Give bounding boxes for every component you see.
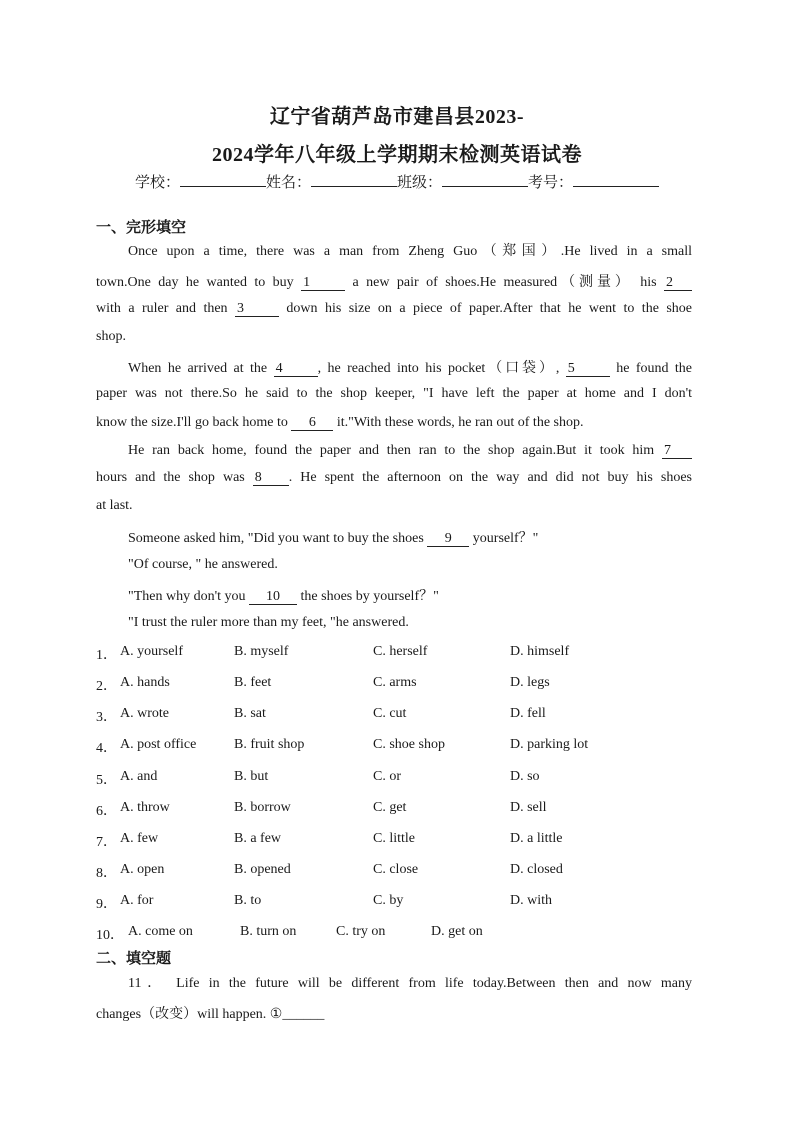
passage-line: Once upon a time, there was a man from Zheng Guo（郑国）.He lived in a small	[128, 244, 692, 259]
passage-line: Someone asked him, "Did you want to buy the shoes 9 yourself？"	[128, 531, 539, 546]
option-d[interactable]: D. parking lot	[510, 737, 589, 752]
passage-line: When he arrived at the 4 , he reached into his pocket（口袋）, 5 he found the	[128, 361, 692, 376]
option-b[interactable]: B. turn on	[240, 924, 297, 939]
passage-line: "I trust the ruler more than my feet, "he answered.	[128, 615, 409, 630]
option-c[interactable]: C. herself	[373, 644, 428, 659]
question-row-9: 9． A. for B. to C. by D. with	[96, 893, 552, 912]
section-heading-cloze: 一、完形填空	[96, 220, 187, 236]
blank-4: 4	[274, 361, 318, 377]
passage-line: hours and the shop was 8 . He spent the afternoon on the way and did not buy his shoes	[96, 470, 692, 485]
option-c[interactable]: C. close	[373, 862, 419, 877]
passage-line: paper was not there.So he said to the shop keeper, "I have left the paper at home and I don't	[96, 386, 692, 401]
option-b[interactable]: B. to	[234, 893, 262, 908]
option-d[interactable]: D. a little	[510, 831, 563, 846]
blank-1: 1	[301, 275, 345, 291]
blank-2: 2	[664, 275, 692, 291]
option-c[interactable]: C. get	[373, 800, 407, 815]
option-b[interactable]: B. myself	[234, 644, 289, 659]
question-11-line-1: 11． Life in the future will be different from life today.Between then and now many	[128, 976, 692, 991]
student-info-row	[0, 171, 794, 192]
option-a[interactable]: A. wrote	[120, 706, 169, 721]
question-row-1: 1． A. yourself B. myself C. herself D. himself	[96, 644, 570, 663]
option-d[interactable]: D. fell	[510, 706, 546, 721]
blank-7: 7	[662, 443, 692, 459]
option-d[interactable]: D. get on	[431, 924, 483, 939]
school-label: 学校：	[134, 175, 180, 191]
question-row-6: 6． A. throw B. borrow C. get D. sell	[96, 800, 547, 819]
exam-title-line-1: 辽宁省葫芦岛市建昌县2023-	[269, 106, 525, 128]
option-a[interactable]: A. yourself	[120, 644, 183, 659]
class-label: 班级：	[397, 175, 443, 191]
option-a[interactable]: A. open	[120, 862, 165, 877]
blank-8: 8	[253, 470, 289, 486]
option-c[interactable]: C. shoe shop	[373, 737, 445, 752]
exam-no-blank	[573, 172, 659, 187]
option-b[interactable]: B. opened	[234, 862, 291, 877]
section-heading-fill-in: 二、填空题	[96, 951, 172, 967]
option-d[interactable]: D. sell	[510, 800, 547, 815]
option-c[interactable]: C. or	[373, 769, 401, 784]
name-label: 姓名：	[265, 175, 311, 191]
blank-6: 6	[291, 415, 333, 431]
question-row-5: 5． A. and B. but C. or D. so	[96, 769, 540, 788]
option-c[interactable]: C. little	[373, 831, 415, 846]
passage-line: shop.	[96, 329, 126, 344]
option-b[interactable]: B. a few	[234, 831, 282, 846]
question-row-2: 2． A. hands B. feet C. arms D. legs	[96, 675, 550, 694]
passage-line: town.One day he wanted to buy 1 a new pair of shoes.He measured（测量） his 2	[96, 271, 692, 291]
option-d[interactable]: D. himself	[510, 644, 570, 659]
blank-10: 10	[249, 589, 297, 605]
passage-line: know the size.I'll go back home to 6 it."With these words, he ran out of the shop.	[96, 415, 584, 430]
name-blank	[311, 172, 397, 187]
blank-9: 9	[427, 531, 469, 547]
option-c[interactable]: C. try on	[336, 924, 386, 939]
passage-line: at last.	[96, 498, 133, 513]
blank-3: 3	[235, 301, 279, 317]
blank-5: 5	[566, 361, 610, 377]
passage-line: "Then why don't you 10 the shoes by yourself？"	[128, 589, 439, 604]
question-row-8: 8． A. open B. opened C. close D. closed	[96, 862, 563, 881]
option-b[interactable]: B. feet	[234, 675, 272, 690]
question-11-line-2: changes（改变）will happen. ①______	[96, 1007, 325, 1022]
option-a[interactable]: A. come on	[128, 924, 193, 939]
question-row-4: 4． A. post office B. fruit shop C. shoe shop D. parking lot	[96, 737, 589, 756]
passage-line: with a ruler and then 3 down his size on a piece of paper.After that he went to the shoe	[96, 301, 692, 316]
exam-no-label: 考号：	[528, 175, 574, 191]
option-d[interactable]: D. closed	[510, 862, 563, 877]
option-c[interactable]: C. by	[373, 893, 404, 908]
school-blank	[180, 172, 266, 187]
option-d[interactable]: D. so	[510, 769, 540, 784]
option-d[interactable]: D. with	[510, 893, 552, 908]
class-blank	[442, 172, 528, 187]
option-a[interactable]: A. post office	[120, 737, 197, 752]
option-a[interactable]: A. for	[120, 893, 154, 908]
option-c[interactable]: C. cut	[373, 706, 407, 721]
option-a[interactable]: A. and	[120, 769, 158, 784]
option-b[interactable]: B. borrow	[234, 800, 291, 815]
passage-line: "Of course, " he answered.	[128, 557, 278, 572]
option-a[interactable]: A. hands	[120, 675, 170, 690]
question-row-10: 10． A. come on B. turn on C. try on D. get on	[96, 924, 483, 943]
option-b[interactable]: B. but	[234, 769, 269, 784]
option-a[interactable]: A. throw	[120, 800, 170, 815]
option-b[interactable]: B. sat	[234, 706, 266, 721]
option-c[interactable]: C. arms	[373, 675, 417, 690]
option-a[interactable]: A. few	[120, 831, 159, 846]
question-row-3: 3． A. wrote B. sat C. cut D. fell	[96, 706, 546, 725]
question-row-7: 7． A. few B. a few C. little D. a little	[96, 831, 563, 850]
option-b[interactable]: B. fruit shop	[234, 737, 305, 752]
option-d[interactable]: D. legs	[510, 675, 550, 690]
passage-line: He ran back home, found the paper and then ran to the shop again.But it took him 7	[128, 443, 692, 459]
exam-title-line-2: 2024学年八年级上学期期末检测英语试卷	[212, 144, 582, 166]
